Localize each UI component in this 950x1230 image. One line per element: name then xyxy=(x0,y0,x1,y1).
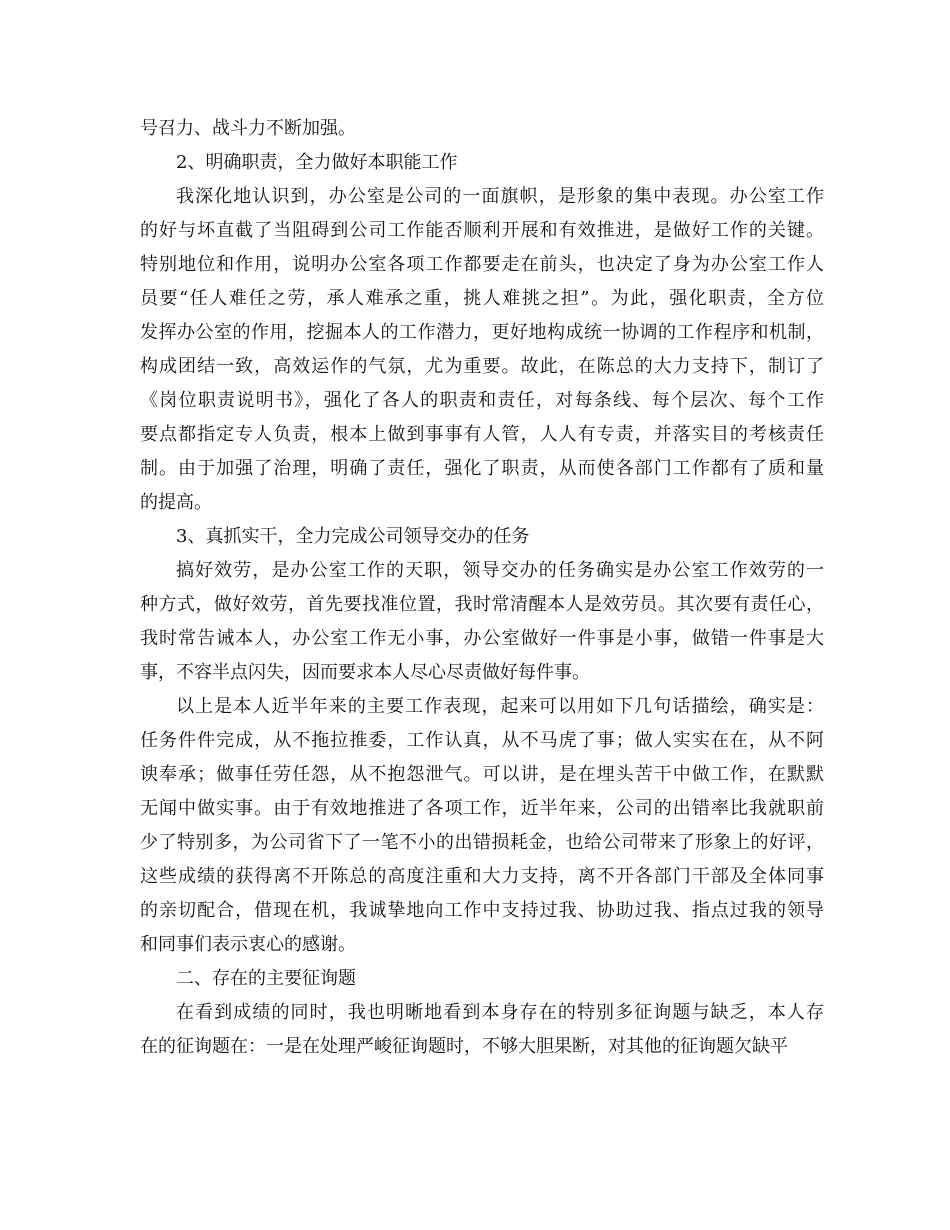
text-line: 的亲切配合，借现在机，我诚挚地向工作中支持过我、协助过我、指点过我的领导 xyxy=(140,900,824,921)
paragraph xyxy=(140,962,824,996)
text-line: 要点都指定专人负责，根本上做到事事有人管，人人有专责，并落实目的考核责任 xyxy=(140,424,824,445)
paragraph xyxy=(140,690,824,962)
text-line: 在的征询题在：一是在处理严峻征询题时，不够大胆果断，对其他的征询题欠缺平 xyxy=(140,1036,788,1057)
paragraph xyxy=(140,520,824,554)
text-line: 我时常告诫本人，办公室工作无小事，办公室做好一件事是小事，做错一件事是大 xyxy=(140,628,824,649)
text-line: 我深化地认识到，办公室是公司的一面旗帜，是形象的集中表现。办公室工作 xyxy=(176,186,824,207)
text-line: 无闻中做实事。由于有效地推进了各项工作，近半年来，公司的出错率比我就职前 xyxy=(140,798,824,819)
paragraph xyxy=(140,112,824,146)
paragraph xyxy=(140,180,824,520)
paragraph xyxy=(140,554,824,690)
text-line: 《岗位职责说明书》，强化了各人的职责和责任，对每条线、每个层次、每个工作 xyxy=(140,390,824,411)
text-line: 这些成绩的获得离不开陈总的高度注重和大力支持，离不开各部门干部及全体同事 xyxy=(140,866,824,887)
text-line: 构成团结一致，高效运作的气氛，尤为重要。故此，在陈总的大力支持下，制订了 xyxy=(140,356,824,377)
paragraph xyxy=(140,146,824,180)
text-line: 和同事们表示衷心的感谢。 xyxy=(140,934,356,955)
text-line: 特别地位和作用，说明办公室各项工作都要走在前头，也决定了身为办公室工作人 xyxy=(140,254,824,275)
text-line: 任务件件完成，从不拖拉推委，工作认真，从不马虎了事；做人实实在在，从不阿 xyxy=(140,730,824,751)
text-line: 2、明确职责，全力做好本职能工作 xyxy=(176,152,458,173)
text-line: 以上是本人近半年来的主要工作表现，起来可以用如下几句话描绘，确实是： xyxy=(176,696,824,717)
text-line: 种方式，做好效劳，首先要找准位置，我时常清醒本人是效劳员。其次要有责任心， xyxy=(140,594,824,615)
paragraph xyxy=(140,996,824,1064)
text-line: 的提高。 xyxy=(140,492,212,513)
text-line: 员要“任人难任之劳，承人难承之重，挑人难挑之担”。为此，强化职责，全方位 xyxy=(140,288,824,309)
text-line: 二、存在的主要征询题 xyxy=(176,968,356,989)
text-line: 3、真抓实干，全力完成公司领导交办的任务 xyxy=(176,526,530,547)
text-line: 的好与坏直截了当阻碍到公司工作能否顺利开展和有效推进，是做好工作的关键。 xyxy=(140,220,824,241)
text-line: 发挥办公室的作用，挖掘本人的工作潜力，更好地构成统一协调的工作程序和机制， xyxy=(140,322,824,343)
document-page xyxy=(140,112,824,1064)
text-line: 搞好效劳，是办公室工作的天职，领导交办的任务确实是办公室工作效劳的一 xyxy=(176,560,824,581)
text-line: 谀奉承；做事任劳任怨，从不抱怨泄气。可以讲，是在埋头苦干中做工作，在默默 xyxy=(140,764,824,785)
text-line: 事，不容半点闪失，因而要求本人尽心尽责做好每件事。 xyxy=(140,662,590,683)
text-line: 在看到成绩的同时，我也明晰地看到本身存在的特别多征询题与缺乏，本人存 xyxy=(176,1002,824,1023)
text-line: 少了特别多，为公司省下了一笔不小的出错损耗金，也给公司带来了形象上的好评， xyxy=(140,832,824,853)
text-line: 号召力、战斗力不断加强。 xyxy=(140,118,356,139)
text-line: 制。由于加强了治理，明确了责任，强化了职责，从而使各部门工作都有了质和量 xyxy=(140,458,824,479)
